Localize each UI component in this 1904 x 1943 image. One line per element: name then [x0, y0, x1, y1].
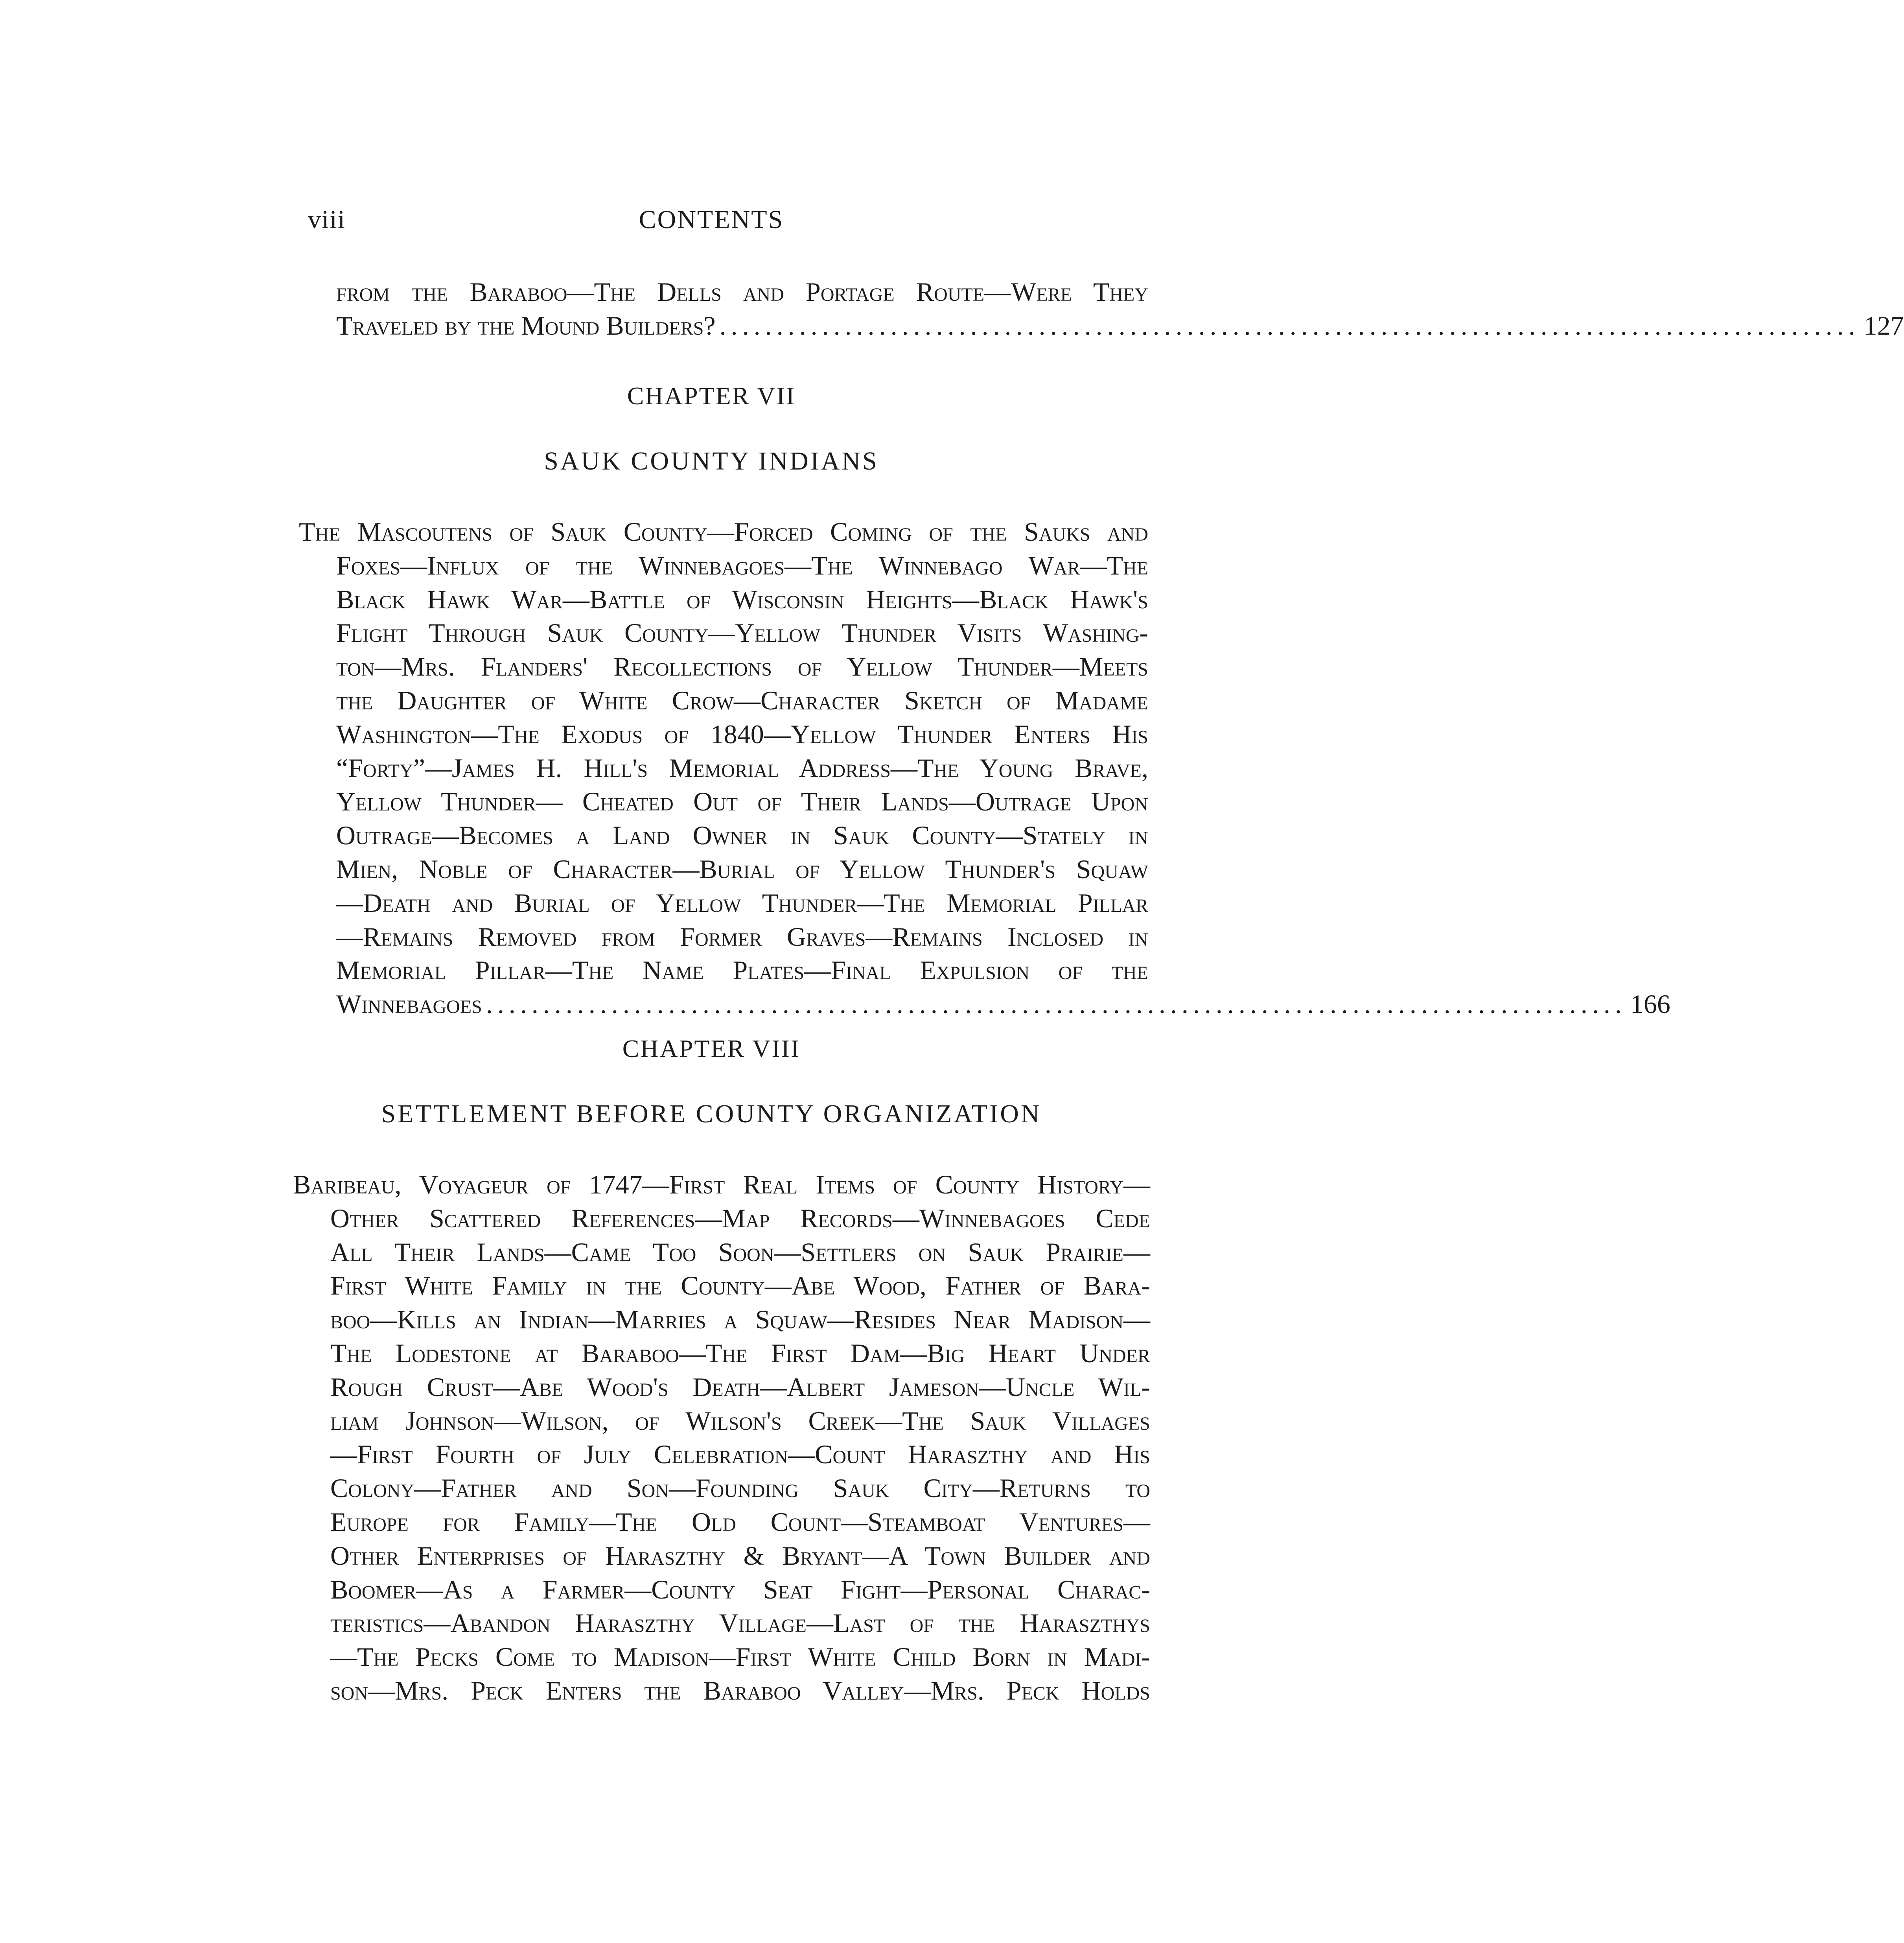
- running-head: CONTENTS: [639, 205, 784, 234]
- entry-line: Traveled by the Mound Builders?: [336, 310, 716, 341]
- summary-line: The Lodestone at Baraboo—The First Dam—Big Heart Under: [330, 1338, 1150, 1368]
- summary-line: liam Johnson—Wilson, of Wilson's Creek—The Sauk Villages: [330, 1405, 1150, 1436]
- chapter-summary: [293, 1168, 1150, 1708]
- entry-line: from the Baraboo—The Dells and Portage Route—Were They: [336, 277, 1148, 307]
- summary-line: Baribeau, Voyageur of 1747—First Real Items of County History—: [293, 1169, 1150, 1199]
- summary-line: boo—Kills an Indian—Marries a Squaw—Resides Near Madison—: [330, 1304, 1150, 1335]
- summary-line: Other Enterprises of Haraszthy & Bryant—A Town Builder and: [330, 1540, 1150, 1571]
- summary-line: Outrage—Becomes a Land Owner in Sauk County—Stately in: [336, 820, 1148, 851]
- summary-line: —Death and Burial of Yellow Thunder—The Memorial Pillar: [336, 888, 1148, 918]
- summary-line: Black Hawk War—Battle of Wisconsin Heights—Black Hawk's: [336, 584, 1148, 614]
- summary-line: Mien, Noble of Character—Burial of Yellow Thunder's Squaw: [336, 854, 1148, 884]
- summary-line: The Mascoutens of Sauk County—Forced Coming of the Sauks and: [299, 517, 1148, 547]
- summary-line: ton—Mrs. Flanders' Recollections of Yellow Thunder—Meets: [336, 652, 1148, 682]
- summary-line: teristics—Abandon Haraszthy Village—Last of the Haraszthys: [330, 1608, 1150, 1638]
- dot-leader: ....................................................................................................: [719, 310, 1860, 341]
- summary-line: the Daughter of White Crow—Character Sketch of Madame: [336, 685, 1148, 715]
- summary-line: son—Mrs. Peck Enters the Baraboo Valley—Mrs. Peck Holds: [330, 1675, 1150, 1705]
- summary-line: —Remains Removed from Former Graves—Remains Inclosed in: [336, 921, 1148, 952]
- summary-line: —First Fourth of July Celebration—Count Haraszthy and His: [330, 1439, 1150, 1470]
- summary-last-line: [299, 987, 1670, 1021]
- summary-line: Foxes—Influx of the Winnebagoes—The Winnebago War—The: [336, 550, 1148, 580]
- summary-line: Flight Through Sauk County—Yellow Thunder Visits Washing-: [336, 618, 1148, 648]
- summary-line: Washington—The Exodus of 1840—Yellow Thunder Enters His: [336, 719, 1148, 749]
- chapter-title: SETTLEMENT BEFORE COUNTY ORGANIZATION: [381, 1099, 1042, 1128]
- chapter-title: SAUK COUNTY INDIANS: [544, 447, 879, 475]
- page-reference: 166: [1630, 989, 1670, 1019]
- continued-entry: [299, 275, 1904, 343]
- chapter-summary: [299, 515, 1670, 1021]
- summary-line: Other Scattered References—Map Records—Winnebagoes Cede: [330, 1203, 1150, 1233]
- summary-line: Rough Crust—Abe Wood's Death—Albert Jameson—Uncle Wil-: [330, 1372, 1150, 1402]
- summary-line: “Forty”—James H. Hill's Memorial Address—The Young Brave,: [336, 753, 1148, 783]
- summary-line: First White Family in the County—Abe Wood, Father of Bara-: [330, 1271, 1150, 1301]
- chapter-heading: CHAPTER VII: [627, 382, 796, 410]
- summary-line: All Their Lands—Came Too Soon—Settlers on Sauk Prairie—: [330, 1237, 1150, 1267]
- page-reference: 127: [1863, 310, 1904, 341]
- summary-line: Colony—Father and Son—Founding Sauk City—Returns to: [330, 1473, 1150, 1503]
- entry-last-line: [299, 309, 1904, 343]
- dot-leader: ....................................................................................................: [486, 989, 1626, 1019]
- summary-line: Boomer—As a Farmer—County Seat Fight—Personal Charac-: [330, 1574, 1150, 1604]
- summary-line: Europe for Family—The Old Count—Steamboat Ventures—: [330, 1507, 1150, 1537]
- summary-line: Winnebagoes: [336, 989, 482, 1019]
- chapter-heading: CHAPTER VIII: [622, 1035, 801, 1063]
- summary-line: Yellow Thunder— Cheated Out of Their Lands—Outrage Upon: [336, 786, 1148, 817]
- summary-line: —The Pecks Come to Madison—First White Child Born in Madi-: [330, 1642, 1150, 1672]
- page-number: viii: [308, 205, 346, 234]
- summary-line: Memorial Pillar—The Name Plates—Final Expulsion of the: [336, 955, 1148, 985]
